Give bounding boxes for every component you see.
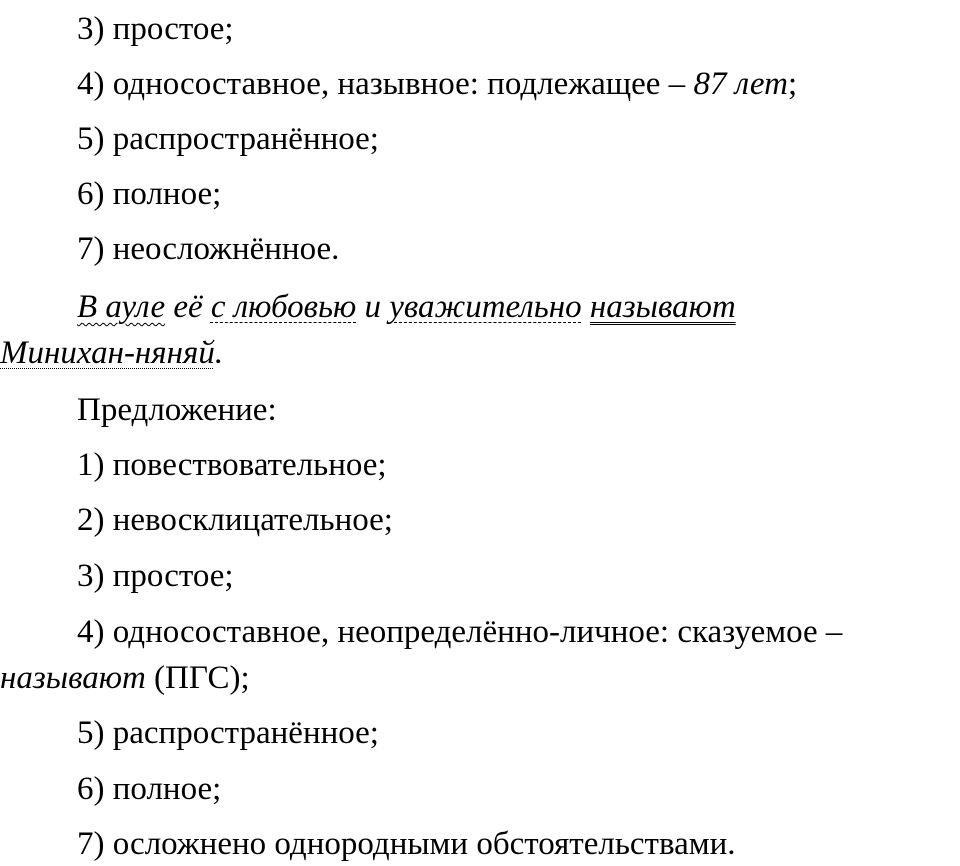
item-6-complete: 6) полное; [77,176,222,212]
item-7-uncomplicated: 7) неосложнённое. [77,231,340,267]
item-3-simple: 3) простое; [77,11,234,47]
conjunction-i: и [356,289,390,325]
item-4-text: 4) односоставное, назывное: подлежащее – [77,66,694,102]
example-sentence-line-1 [0,287,960,327]
sentence-heading: Предложение: [77,392,277,428]
object-ee: её [165,289,211,325]
space [582,289,590,325]
predicate-text: называют [0,660,146,696]
adverbial-s-lyubovyu: с любовью [210,289,357,325]
example-sentence-line-2 [0,333,960,373]
sentence-period: . [214,335,224,371]
adverbial-uvazhitelno: уважительно [389,289,582,325]
predicate-nazyvayut: называют [589,289,736,325]
item-4-one-part-nominative [0,64,960,104]
item-2-non-exclamatory: 2) невосклицательное; [77,502,393,538]
subject-text: 87 лет [693,66,788,102]
item-5-extended-2: 5) распространённое; [77,715,379,751]
item-6-complete-2: 6) полное; [77,771,222,807]
adverbial-v-aule: В ауле [77,289,166,325]
item-7-homogeneous: 7) осложнено однородными обстоятельствами. [77,826,736,862]
item-1-declarative: 1) повествовательное; [77,447,387,483]
item-4-continuation [0,658,960,698]
item-4-indefinite-personal: 4) односоставное, неопределённо-личное: сказуемое – [77,614,843,650]
item-4-end: ; [787,66,798,102]
item-5-extended: 5) распространённое; [77,121,379,157]
item-4-end-2: (ПГС); [145,660,250,696]
object-minikhan-nyanyay: Минихан-няняй [0,335,215,371]
item-3-simple-2: 3) простое; [77,558,234,594]
